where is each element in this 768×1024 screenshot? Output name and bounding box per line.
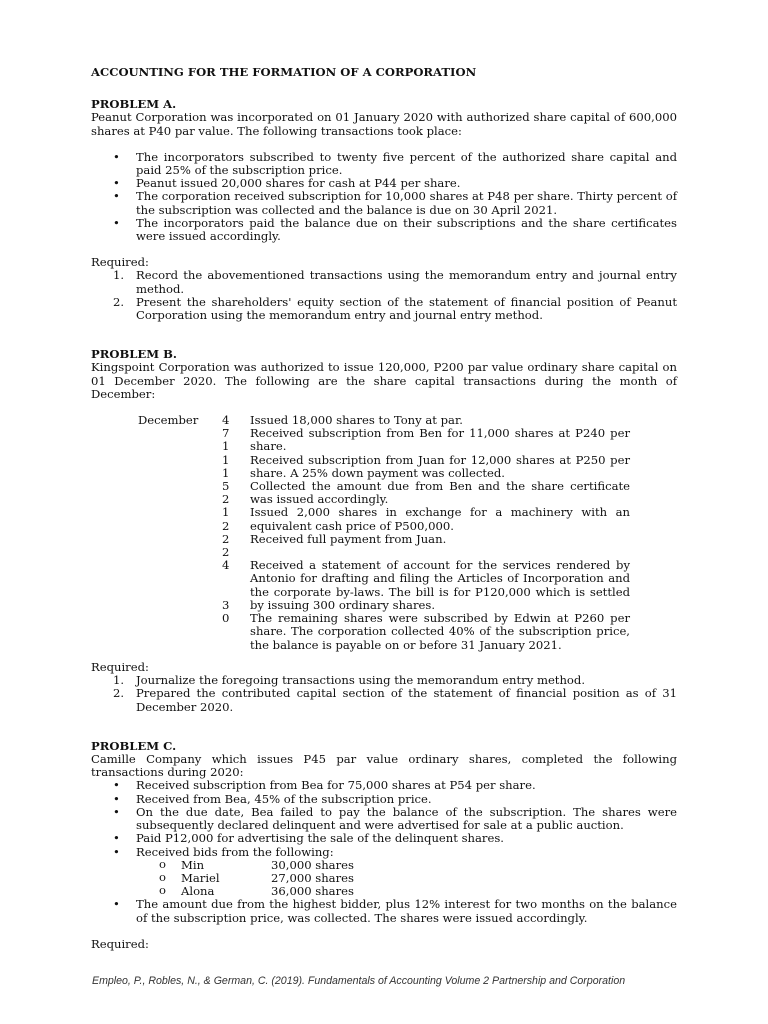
bidder-item (91, 869, 677, 885)
list-item: • Received subscription from Bea for 75,000 shares at P54 per share. (113, 778, 536, 793)
day-digit: 2 (222, 518, 230, 533)
day-digit: 4 (222, 558, 230, 573)
problem-c-transactions (91, 779, 677, 858)
document-title: ACCOUNTING FOR THE FORMATION OF A CORPORATION (91, 65, 477, 79)
problem-a-intro: Peanut Corporation was incorporated on 01 January 2020 with authorized share capital of 600,000 shares at P40 par value. The following transactions took place: (91, 110, 677, 138)
bidder-shares: 27,000 shares (271, 870, 354, 885)
bullet-icon: • (113, 804, 120, 819)
list-item: • The incorporators subscribed to twenty five percent of the authorized share capital and paid 25% of the subscription price. (113, 149, 677, 178)
day-digit: 0 (222, 610, 230, 625)
circle-bullet-icon: o (159, 869, 166, 884)
problem-b-transaction-table (91, 413, 677, 652)
bidder-name: Mariel (181, 870, 220, 885)
transaction-entry: Received full payment from Juan. (250, 531, 447, 546)
problem-a-section (91, 98, 677, 322)
problem-c-section (91, 740, 677, 951)
problem-a-required-list (91, 269, 677, 322)
document-page (91, 66, 677, 951)
circle-bullet-icon: o (159, 883, 166, 898)
transaction-entry: The remaining shares were subscribed by Edwin at P260 per share. The corporation collected 40% of the subscription price, the balance is payable on or before 31 January 2021. (250, 611, 630, 652)
day-digit: 1 (222, 465, 230, 480)
problem-b-intro: Kingspoint Corporation was authorized to issue 120,000, P200 par value ordinary share capital on 01 December 2020. The following are the share capital transactions during the month of December: (91, 360, 677, 401)
transaction-entry: Collected the amount due from Ben and the share certificate was issued accordingly. (250, 479, 630, 507)
bullet-icon: • (113, 778, 120, 793)
list-item: 2. Prepared the contributed capital section of the statement of financial position as of 31 December 2020. (113, 686, 677, 714)
list-item: • The corporation received subscription for 10,000 shares at P48 per share. Thirty percent of the subscription was collected and the balance is due on 30 April 2021. (113, 189, 677, 217)
day-digit: 1 (222, 452, 230, 467)
bidder-name: Alona (181, 884, 215, 899)
transaction-entry: Issued 2,000 shares in exchange for a machinery with an equivalent cash price of P500,000. (250, 505, 630, 533)
transaction-entry: Received a statement of account for the services rendered by Antonio for drafting and filing the Articles of Incorporation and the corporate by-laws. The bill is for P120,000 which is settled by issuing 300 ordinary shares. (250, 558, 630, 612)
problem-c-transactions-cont (91, 898, 677, 924)
day-digit: 5 (222, 479, 230, 493)
transaction-column (250, 414, 630, 652)
problem-c-heading: PROBLEM C. (91, 738, 177, 753)
transaction-entry: Received subscription from Ben for 11,000 shares at P240 per share. (250, 426, 630, 454)
bidder-item (91, 856, 677, 872)
list-item: • The incorporators paid the balance due on their subscriptions and the share certificates were issued accordingly. (113, 215, 677, 244)
list-item: • Peanut issued 20,000 shares for cash at P44 per share. (113, 176, 461, 191)
list-item: • On the due date, Bea failed to pay the balance of the subscription. The shares were subsequently declared delinquent and were advertised for sale at a public auction. (113, 804, 677, 833)
circle-bullet-icon: o (159, 856, 166, 871)
list-item: • Received bids from the following: (113, 844, 334, 859)
list-item: • Received from Bea, 45% of the subscription price. (113, 791, 432, 806)
problem-c-required-label: Required: (91, 936, 149, 951)
day-digit: 2 (222, 492, 230, 507)
day-column (222, 414, 236, 625)
problem-b-required-list (91, 674, 677, 714)
month-label: December (138, 413, 199, 428)
problem-b-heading: PROBLEM B. (91, 347, 177, 362)
day-digit: 2 (222, 544, 230, 559)
bidders-list (91, 856, 677, 899)
list-item: 2. Present the shareholders' equity section of the statement of financial position of Peanut Corporation using the memorandum entry and journal entry method. (113, 294, 677, 323)
problem-b-required-label: Required: (91, 660, 149, 675)
bullet-icon: • (113, 149, 120, 164)
problem-b-section (91, 348, 677, 714)
bullet-icon: • (113, 831, 120, 846)
problem-c-intro: Camille Company which issues P45 par value ordinary shares, completed the following transactions during 2020: (91, 752, 677, 780)
bullet-icon: • (113, 176, 120, 191)
list-item: • The amount due from the highest bidder, plus 12% interest for two months on the balance of the subscription price, was collected. The shares were issued accordingly. (113, 897, 677, 925)
list-item: 1. Record the abovementioned transactions using the memorandum entry and journal entry method. (113, 268, 677, 296)
day-digit: 3 (222, 597, 230, 612)
day-digit (222, 586, 236, 599)
bidder-shares: 36,000 shares (271, 884, 354, 899)
list-item: 1. Journalize the foregoing transactions using the memorandum entry method. (113, 673, 586, 688)
transaction-entry: Issued 18,000 shares to Tony at par. (250, 413, 463, 428)
problem-a-transactions (91, 151, 677, 243)
day-digit (222, 572, 236, 585)
bidder-name: Min (181, 857, 205, 872)
bullet-icon: • (113, 844, 120, 859)
day-digit: 7 (222, 426, 230, 441)
day-digit: 1 (222, 439, 230, 454)
bullet-icon: • (113, 215, 120, 230)
bullet-icon: • (113, 791, 120, 806)
transaction-entry: Received subscription from Juan for 12,000 shares at P250 per share. A 25% down payment was collected. (250, 452, 630, 480)
bullet-icon: • (113, 189, 120, 204)
problem-a-required-label: Required: (91, 255, 149, 270)
day-digit: 4 (222, 413, 230, 428)
day-digit: 2 (222, 531, 230, 546)
list-item: • Paid P12,000 for advertising the sale of the delinquent shares. (113, 831, 504, 846)
problem-a-heading: PROBLEM A. (91, 97, 177, 112)
bullet-icon: • (113, 897, 120, 912)
day-digit: 1 (222, 505, 230, 520)
bidder-shares: 30,000 shares (271, 857, 354, 872)
citation-footer: Empleo, P., Robles, N., & German, C. (2019). Fundamentals of Accounting Volume 2 Partnership and Corporation (92, 975, 626, 987)
